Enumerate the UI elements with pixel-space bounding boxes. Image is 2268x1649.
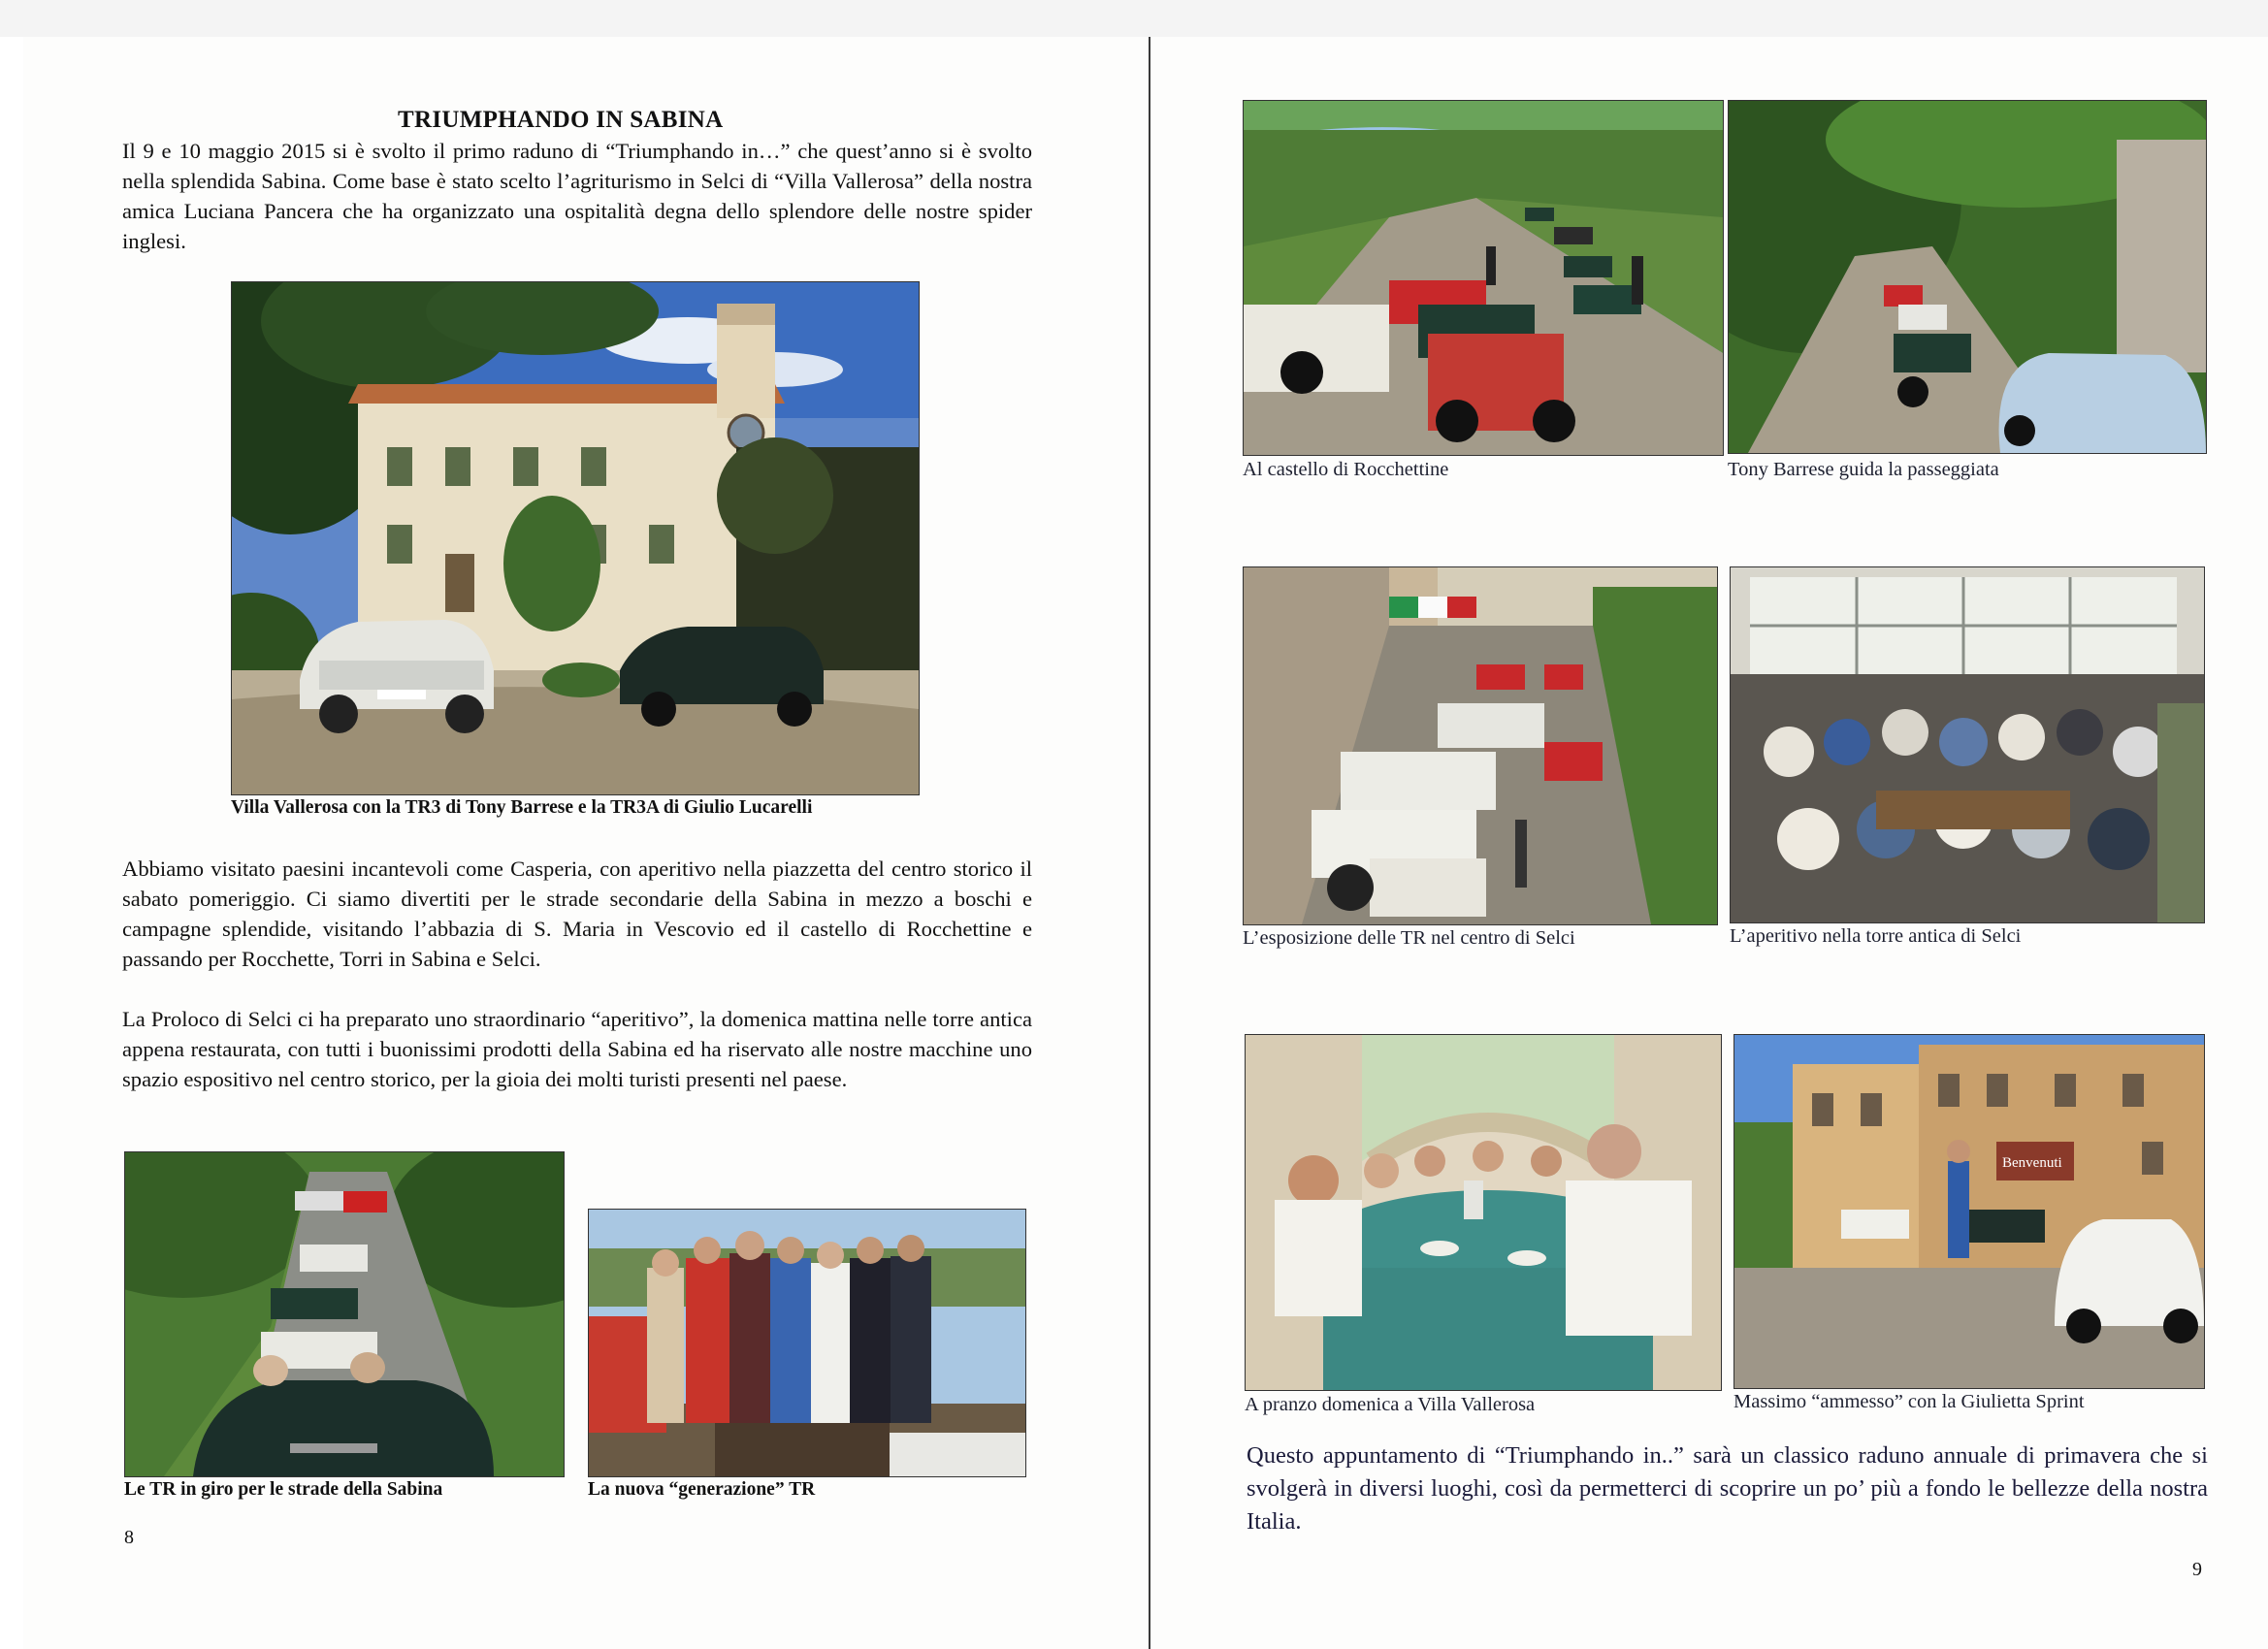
rocchettine-castle-photo xyxy=(1243,100,1724,456)
body-paragraph-1: Abbiamo visitato paesini incantevoli come Casperia, con aperitivo nella piazzetta del centro storico il sabato pomeriggio. Ci siamo divertiti per le strade secondarie della Sabina in mezzo a boschi e campagne splendide, visitando l’abbazia di S. Maria in Vescovio ed il castello di Rocchettine e passando per Rocchette, Torri in Sabina e Selci. xyxy=(122,857,1032,971)
caption-tony-barrese: Tony Barrese guida la passeggiata xyxy=(1728,459,1999,480)
caption-exhibition: L’esposizione delle TR nel centro di Selci xyxy=(1243,927,1575,949)
tr-on-road-photo xyxy=(124,1151,565,1477)
tr-exhibition-selci-photo xyxy=(1243,566,1718,925)
caption-lunch: A pranzo domenica a Villa Vallerosa xyxy=(1245,1394,1536,1415)
caption-new-generation: La nuova “generazione” TR xyxy=(588,1479,816,1500)
tony-barrese-photo xyxy=(1728,100,2207,454)
body-paragraph-2: La Proloco di Selci ci ha preparato uno straordinario “aperitivo”, la domenica mattina nelle torre antica appena restaurata, con tutti i buonissimi prodotti della Sabina ed ha riservato alle nostre macchine uno spazio espositivo nel centro storico, per la gioia dei molti turisti presenti nel paese. xyxy=(122,1007,1032,1091)
villa-vallerosa-photo xyxy=(231,281,920,795)
aperitivo-tower-photo xyxy=(1730,566,2205,923)
caption-tr-on-road: Le TR in giro per le strade della Sabina xyxy=(124,1479,443,1500)
caption-giulietta: Massimo “ammesso” con la Giulietta Sprint xyxy=(1733,1391,2085,1412)
benvenuti-sign-text: Benvenuti xyxy=(2002,1155,2062,1171)
article-title: TRIUMPHANDO IN SABINA xyxy=(398,107,724,133)
page-number-right: 9 xyxy=(2192,1559,2202,1580)
scan-background xyxy=(0,0,2268,37)
caption-rocchettine: Al castello di Rocchettine xyxy=(1243,459,1449,480)
page-number-left: 8 xyxy=(124,1527,134,1548)
lunch-villa-photo xyxy=(1245,1034,1722,1391)
main-photo-caption: Villa Vallerosa con la TR3 di Tony Barrese e la TR3A di Giulio Lucarelli xyxy=(231,797,813,818)
new-generation-photo xyxy=(588,1209,1026,1477)
intro-paragraph: Il 9 e 10 maggio 2015 si è svolto il primo raduno di “Triumphando in…” che quest’anno si è svolto nella splendida Sabina. Come base è stato scelto l’agriturismo in Selci di “Villa Vallerosa” della nostra amica Luciana Pancera che ha organizzato una ospitalità degna dello splendore delle nostre spider inglesi. xyxy=(122,139,1032,253)
caption-aperitivo: L’aperitivo nella torre antica di Selci xyxy=(1730,925,2022,947)
closing-paragraph: Questo appuntamento di “Triumphando in..” sarà un classico raduno annuale di primavera che si svolgerà in diversi luoghi, così da permetterci di scoprire un po’ più a fondo le bellezze della nostra Italia. xyxy=(1247,1442,2208,1535)
giulietta-sprint-photo xyxy=(1733,1034,2205,1389)
